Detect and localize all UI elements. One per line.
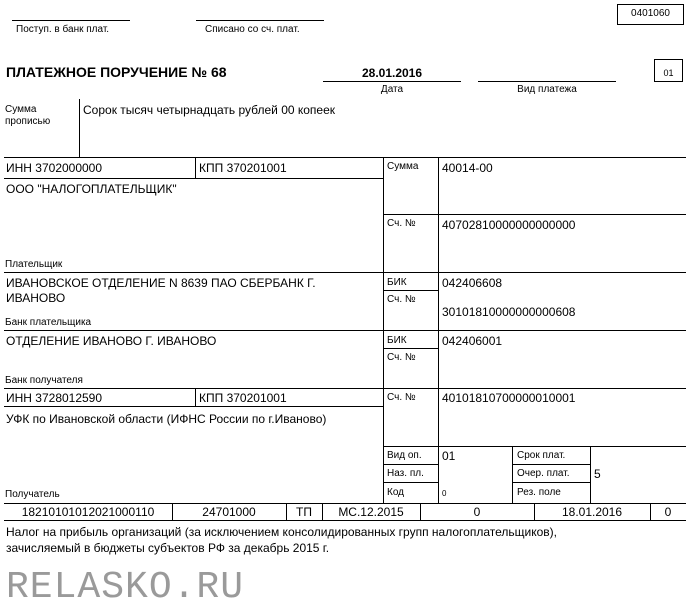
amount-words-label-1: Сумма (5, 104, 37, 115)
grid-line (438, 157, 439, 503)
budget-doc-date: 18.01.2016 (561, 505, 623, 519)
budget-kbk: 18210101012021000110 (21, 505, 155, 519)
grid-line (512, 446, 513, 503)
date-line (323, 81, 461, 82)
payee-bank-name: ОТДЕЛЕНИЕ ИВАНОВО Г. ИВАНОВО (6, 334, 217, 348)
grid-line (195, 157, 196, 178)
purpose-code-label: Наз. пл. (387, 468, 424, 479)
payee-bank-bik: 042406001 (442, 334, 503, 348)
grid-line (4, 388, 383, 389)
grid-line (383, 157, 384, 503)
amount-words-value: Сорок тысяч четырнадцать рублей 00 копеек (83, 103, 336, 117)
sum-label: Сумма (387, 161, 419, 172)
payer-bank-label: Банк плательщика (5, 317, 92, 328)
reserve-label: Рез. поле (517, 487, 561, 498)
grid-line (4, 272, 686, 273)
payer-account-value: 40702810000000000000 (442, 218, 576, 232)
payer-bank-name-1: ИВАНОВСКОЕ ОТДЕЛЕНИЕ N 8639 ПАО СБЕРБАНК Г. (6, 276, 316, 290)
payer-name: ООО "НАЛОГОПЛАТЕЛЬЩИК" (6, 182, 177, 196)
grid-line (195, 388, 196, 406)
payer-bank-account-label: Сч. № (387, 294, 416, 305)
date-label: Дата (380, 84, 404, 95)
grid-line (383, 446, 686, 447)
payer-kpp: КПП 370201001 (199, 161, 287, 175)
code-value: 0 (442, 489, 447, 498)
amount-words-divider (79, 99, 80, 157)
payee-account-label: Сч. № (387, 392, 416, 403)
grid-line (383, 482, 438, 483)
budget-oktmo: 24701000 (202, 505, 256, 519)
purpose-line-1: Налог на прибыль организаций (за исключением консолидированных групп налогоплательщиков), (6, 525, 557, 539)
grid-line (383, 388, 686, 389)
payment-type-line (478, 81, 616, 82)
payee-bank-label: Банк получателя (5, 375, 83, 386)
op-type-value: 01 (442, 449, 456, 463)
grid-line (590, 446, 591, 503)
payer-bank-bik: 042406608 (442, 276, 503, 290)
payer-account-label: Сч. № (387, 218, 416, 229)
payment-type-label: Вид платежа (517, 84, 577, 95)
grid-line (4, 503, 686, 504)
debited-label: Списано со сч. плат. (205, 24, 300, 35)
payee-bank-bik-label: БИК (387, 335, 407, 346)
op-type-label: Вид оп. (387, 450, 422, 461)
payee-account: 40101810700000010001 (442, 391, 576, 405)
payer-bank-account: 30101810000000000608 (442, 305, 576, 319)
page-title: ПЛАТЕЖНОЕ ПОРУЧЕНИЕ № 68 (6, 64, 227, 80)
grid-line (4, 157, 686, 158)
grid-line (383, 214, 686, 215)
status-code: 01 (663, 68, 674, 78)
debited-line (196, 20, 324, 21)
received-line (12, 20, 130, 21)
purpose-line-2: зачисляемый в бюджеты субъектов РФ за декабрь 2015 г. (6, 541, 330, 555)
order-value: 5 (594, 467, 601, 481)
payer-inn: ИНН 3702000000 (6, 161, 103, 175)
grid-line (383, 290, 438, 291)
grid-line (4, 178, 383, 179)
code-label: Код (387, 487, 405, 498)
grid-line (4, 406, 383, 407)
grid-line (4, 330, 686, 331)
payer-label: Плательщик (5, 259, 63, 270)
received-label: Поступ. в банк плат. (16, 24, 110, 35)
form-code: 0401060 (631, 8, 670, 19)
budget-type: 0 (664, 505, 672, 519)
budget-period: МС.12.2015 (338, 505, 404, 519)
amount-words-label-2: прописью (5, 116, 51, 127)
payee-label: Получатель (5, 489, 60, 500)
grid-line (512, 482, 590, 483)
payer-bank-name-2: ИВАНОВО (6, 291, 66, 305)
payee-inn: ИНН 3728012590 (6, 391, 103, 405)
budget-doc-number: 0 (473, 505, 481, 519)
order-label: Очер. плат. (517, 468, 570, 479)
sum-value: 40014-00 (442, 161, 493, 175)
grid-line (383, 464, 438, 465)
payee-name: УФК по Ивановской области (ИФНС России по г.Иваново) (6, 412, 327, 426)
payment-date: 28.01.2016 (361, 66, 423, 80)
payee-bank-account-label: Сч. № (387, 352, 416, 363)
budget-basis: ТП (296, 505, 312, 519)
term-label: Срок плат. (517, 450, 566, 461)
grid-line (512, 464, 590, 465)
payer-bank-bik-label: БИК (387, 277, 407, 288)
payee-kpp: КПП 370201001 (199, 391, 287, 405)
watermark: RELASKO.RU (6, 566, 245, 609)
grid-line (4, 520, 686, 521)
grid-line (383, 348, 438, 349)
